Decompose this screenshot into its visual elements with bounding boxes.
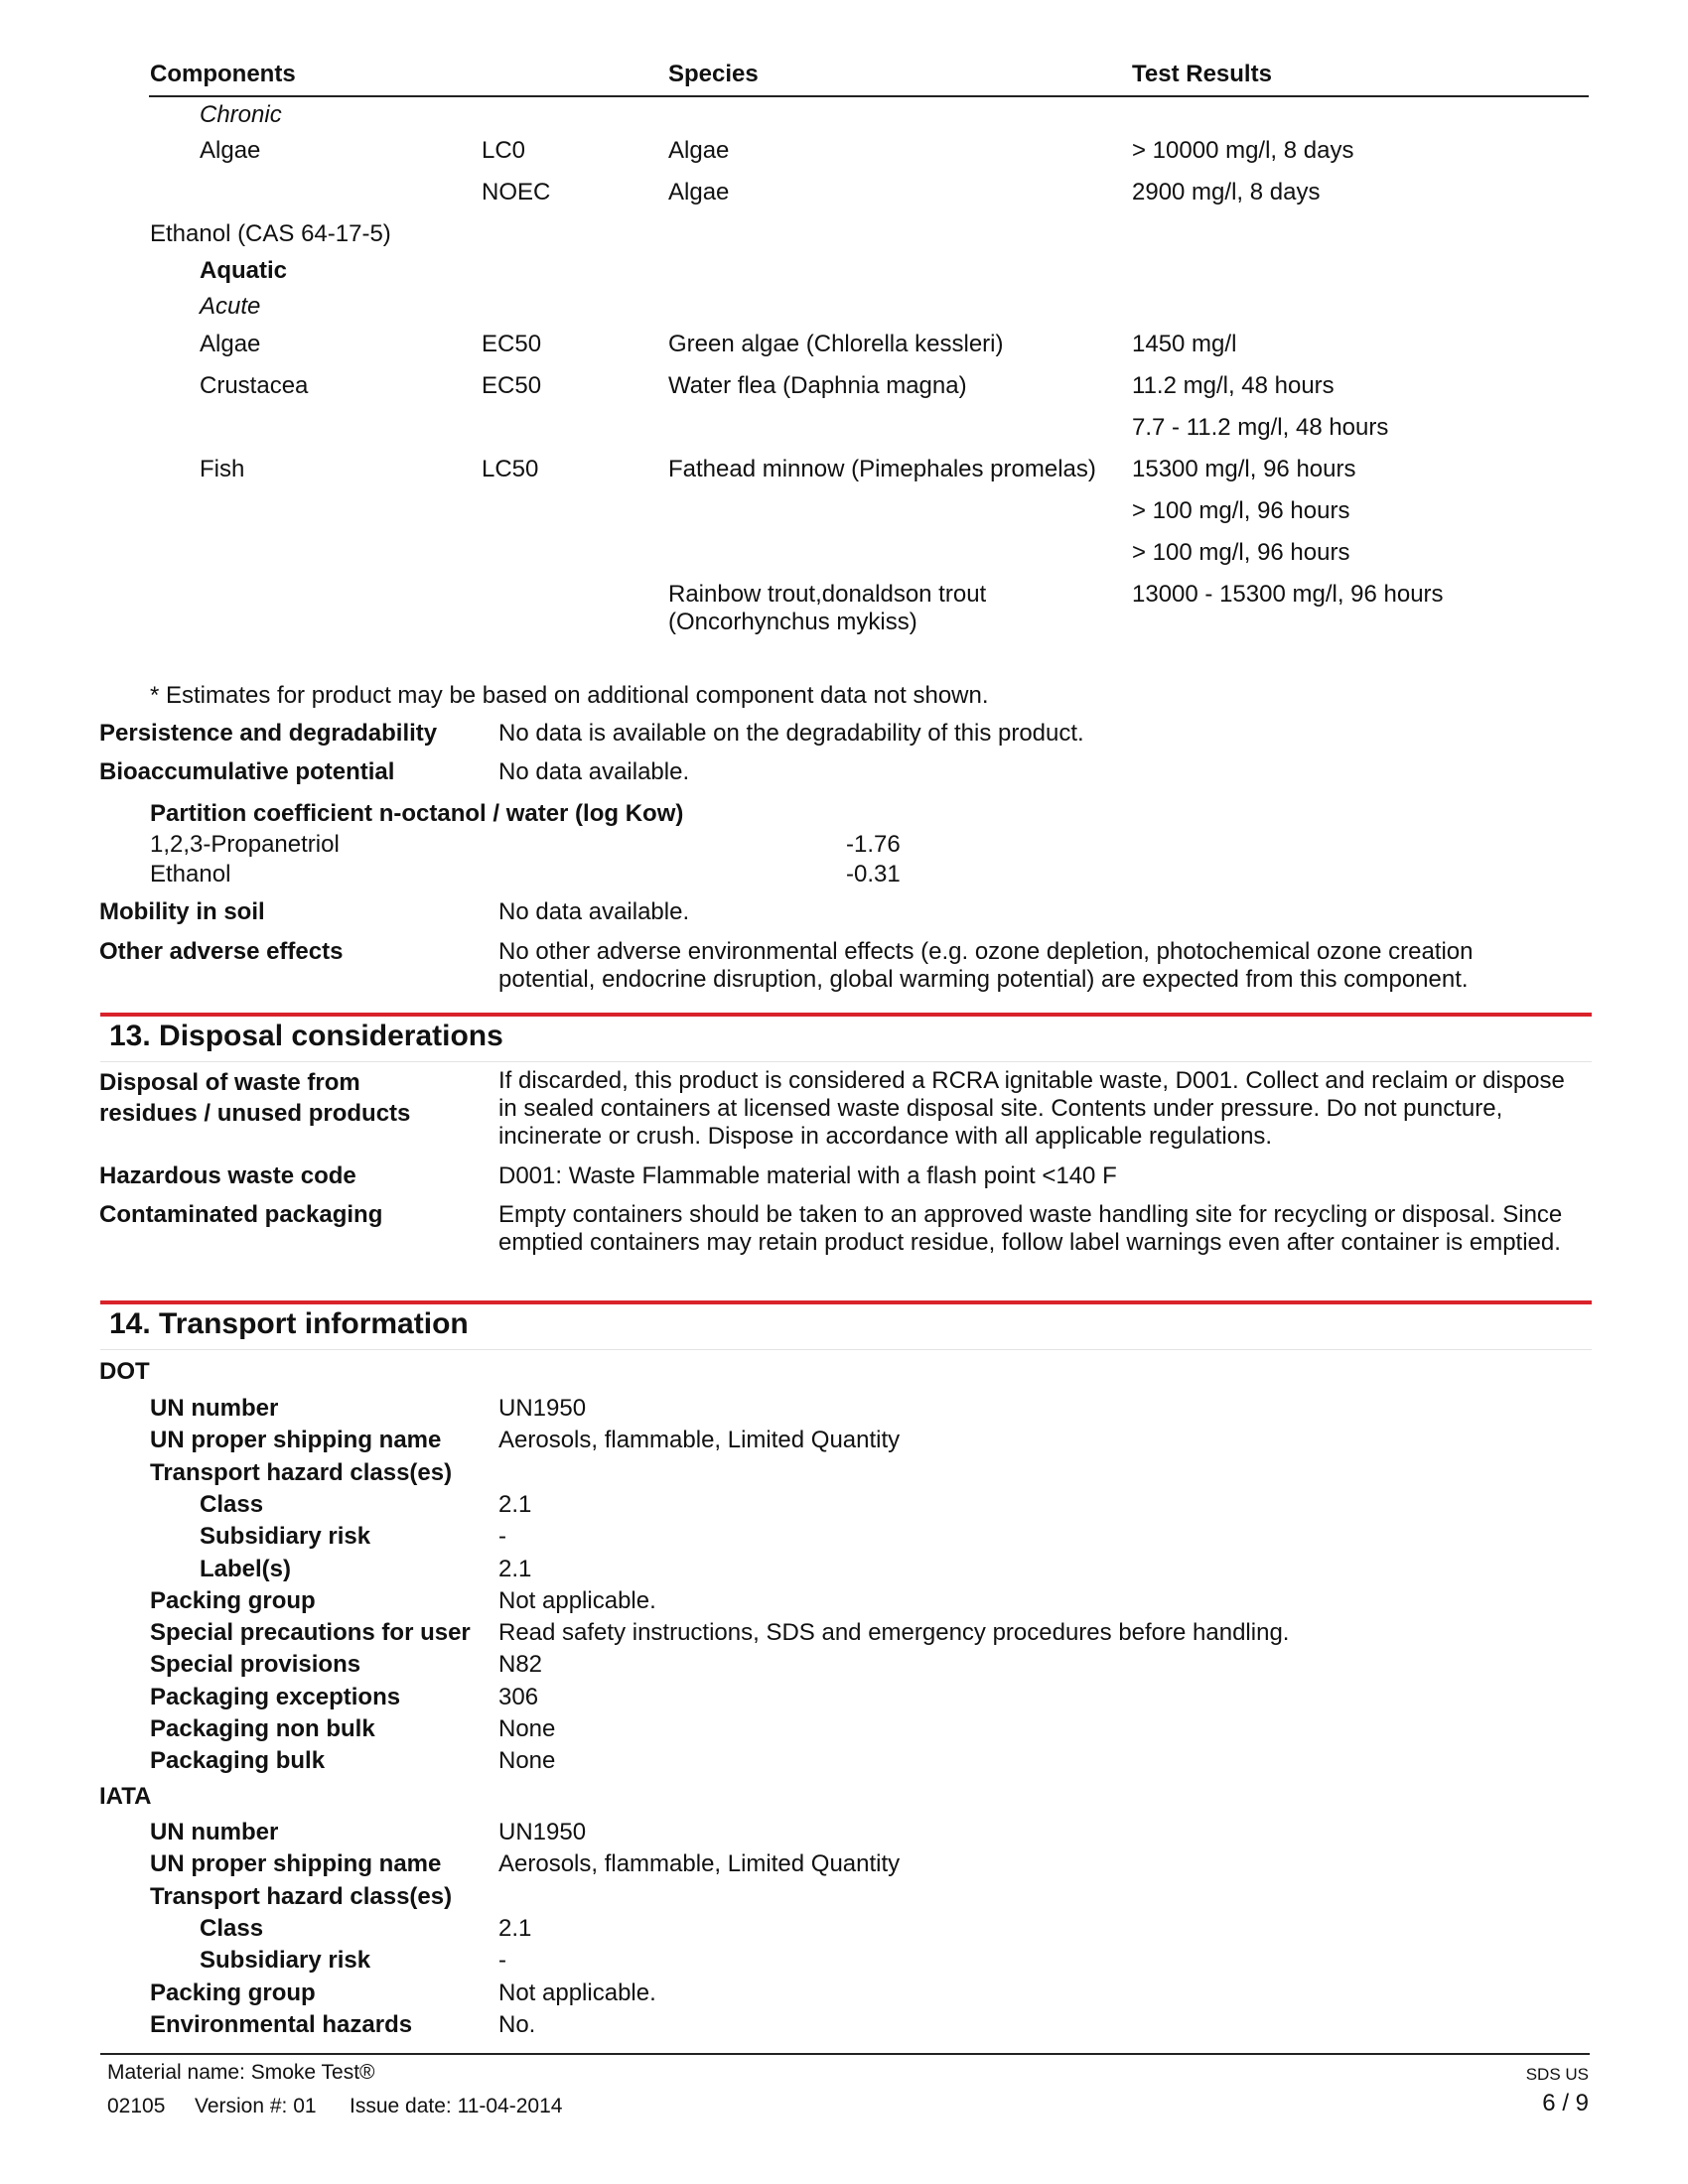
dot-label: UN number: [150, 1395, 279, 1422]
result-cell: 1450 mg/l: [1132, 331, 1237, 357]
iata-value: 2.1: [498, 1914, 532, 1942]
dot-label: Subsidiary risk: [200, 1523, 371, 1551]
dot-label: Packaging non bulk: [150, 1715, 375, 1742]
component-cell: Acute: [200, 293, 261, 320]
other-effects-label: Other adverse effects: [99, 938, 344, 965]
test-type-cell: LC0: [482, 137, 526, 164]
footer-sds-label: SDS US: [1525, 2065, 1589, 2084]
bioaccumulative-value: No data available.: [498, 758, 690, 785]
dot-value: None: [498, 1715, 556, 1742]
iata-value: No.: [498, 2010, 536, 2038]
bioaccumulative-label: Bioaccumulative potential: [99, 758, 395, 785]
iata-label: Subsidiary risk: [200, 1947, 371, 1975]
dot-heading: DOT: [99, 1358, 150, 1385]
component-cell: Algae: [200, 331, 261, 357]
dot-value: Aerosols, flammable, Limited Quantity: [498, 1427, 901, 1454]
dot-label: Label(s): [200, 1555, 292, 1582]
species-cell: Green algae (Chlorella kessleri): [668, 331, 1004, 357]
dot-value: None: [498, 1747, 556, 1775]
iata-label: Class: [200, 1914, 264, 1942]
hazardous-waste-code-label: Hazardous waste code: [99, 1162, 356, 1189]
partition-name: 1,2,3-Propanetriol: [150, 831, 340, 858]
table-header-components: Components: [150, 61, 296, 87]
component-cell: Fish: [200, 456, 245, 482]
test-type-cell: NOEC: [482, 179, 551, 205]
footer-material-name: Material name: Smoke Test®: [107, 2061, 375, 2084]
partition-heading: Partition coefficient n-octanol / water (log Kow): [150, 800, 684, 827]
other-effects-value: No other adverse environmental effects (e.g. ozone depletion, photochemical ozone creation potential, endocrine disruption, global warming potential) are expected from this component.: [498, 938, 1474, 993]
dot-label: Special precautions for user: [150, 1619, 471, 1647]
result-cell: > 100 mg/l, 96 hours: [1132, 539, 1350, 566]
result-cell: 2900 mg/l, 8 days: [1132, 179, 1321, 205]
iata-value: UN1950: [498, 1819, 587, 1845]
test-type-cell: EC50: [482, 372, 542, 399]
mobility-value: No data available.: [498, 898, 690, 925]
iata-value: Aerosols, flammable, Limited Quantity: [498, 1850, 901, 1878]
species-cell: Algae: [668, 179, 730, 205]
dot-label: Packing group: [150, 1586, 316, 1614]
footer-product-code: 02105: [107, 2095, 166, 2117]
iata-value: -: [498, 1947, 506, 1975]
section-13-rule: [100, 1013, 1592, 1017]
footer-issue-date: Issue date: 11-04-2014: [350, 2095, 563, 2117]
result-cell: 13000 - 15300 mg/l, 96 hours: [1132, 581, 1444, 608]
result-cell: > 10000 mg/l, 8 days: [1132, 137, 1354, 164]
test-type-cell: EC50: [482, 331, 542, 357]
dot-label: Special provisions: [150, 1651, 361, 1679]
footer-rule: [100, 2053, 1590, 2055]
dot-value: 2.1: [498, 1490, 532, 1518]
contaminated-packaging-value: Empty containers should be taken to an approved waste handling site for recycling or disposal. Since emptied containers may retain product residue, follow label warnings even after container is emptied.: [498, 1201, 1563, 1256]
section-14-rule: [100, 1300, 1592, 1304]
footer-version: Version #: 01: [195, 2095, 317, 2117]
dot-value: -: [498, 1523, 506, 1551]
dot-label: Packaging bulk: [150, 1747, 326, 1775]
dot-value: UN1950: [498, 1395, 587, 1422]
partition-value: -0.31: [846, 861, 901, 887]
dot-label: Transport hazard class(es): [150, 1458, 453, 1486]
component-cell: Aquatic: [200, 257, 288, 284]
table-header-test-results: Test Results: [1132, 61, 1272, 87]
contaminated-packaging-label: Contaminated packaging: [99, 1201, 383, 1228]
dot-label: Packaging exceptions: [150, 1683, 401, 1710]
persistence-value: No data is available on the degradability of this product.: [498, 720, 1084, 747]
iata-heading: IATA: [99, 1783, 152, 1810]
partition-name: Ethanol: [150, 861, 231, 887]
iata-label: UN proper shipping name: [150, 1850, 442, 1878]
dot-label: UN proper shipping name: [150, 1427, 442, 1454]
section-13-underline: [100, 1061, 1592, 1062]
mobility-label: Mobility in soil: [99, 898, 265, 925]
section-14-title: 14. Transport information: [109, 1307, 469, 1340]
footer-page-number: 6 / 9: [1542, 2090, 1589, 2116]
table-header-species: Species: [668, 61, 759, 87]
result-cell: > 100 mg/l, 96 hours: [1132, 497, 1350, 524]
test-type-cell: LC50: [482, 456, 539, 482]
iata-label: UN number: [150, 1819, 279, 1845]
table-header-rule: [149, 95, 1589, 97]
dot-value: N82: [498, 1651, 543, 1679]
component-cell: Crustacea: [200, 372, 309, 399]
section-14-underline: [100, 1349, 1592, 1350]
result-cell: 11.2 mg/l, 48 hours: [1132, 372, 1335, 399]
dot-value: Not applicable.: [498, 1586, 656, 1614]
dot-value: 306: [498, 1683, 539, 1710]
component-cell: Algae: [200, 137, 261, 164]
iata-value: Not applicable.: [498, 1979, 656, 2006]
partition-value: -1.76: [846, 831, 901, 858]
dot-label: Class: [200, 1490, 264, 1518]
component-cell: Ethanol (CAS 64-17-5): [150, 220, 391, 247]
hazardous-waste-code-value: D001: Waste Flammable material with a flash point <140 F: [498, 1162, 1117, 1189]
species-cell: Rainbow trout,donaldson trout (Oncorhynchus mykiss): [668, 581, 987, 635]
species-cell: Algae: [668, 137, 730, 164]
iata-label: Packing group: [150, 1979, 316, 2006]
species-cell: Water flea (Daphnia magna): [668, 372, 967, 399]
result-cell: 15300 mg/l, 96 hours: [1132, 456, 1356, 482]
dot-value: 2.1: [498, 1555, 532, 1582]
species-cell: Fathead minnow (Pimephales promelas): [668, 456, 1096, 482]
disposal-waste-label: Disposal of waste from residues / unused products: [99, 1069, 411, 1127]
table-footnote: * Estimates for product may be based on additional component data not shown.: [150, 682, 989, 709]
section-13-title: 13. Disposal considerations: [109, 1020, 503, 1052]
result-cell: 7.7 - 11.2 mg/l, 48 hours: [1132, 414, 1389, 441]
iata-label: Transport hazard class(es): [150, 1882, 453, 1910]
iata-label: Environmental hazards: [150, 2010, 413, 2038]
component-cell: Chronic: [200, 101, 282, 128]
disposal-waste-value: If discarded, this product is considered a RCRA ignitable waste, D001. Collect and reclaim or dispose in sealed containers at licensed waste disposal site. Contents under pressure. Do not puncture, incinerate or crush. Dispose in accordance with all applicable regulations.: [498, 1067, 1565, 1150]
persistence-label: Persistence and degradability: [99, 720, 438, 747]
dot-value: Read safety instructions, SDS and emergency procedures before handling.: [498, 1619, 1290, 1647]
